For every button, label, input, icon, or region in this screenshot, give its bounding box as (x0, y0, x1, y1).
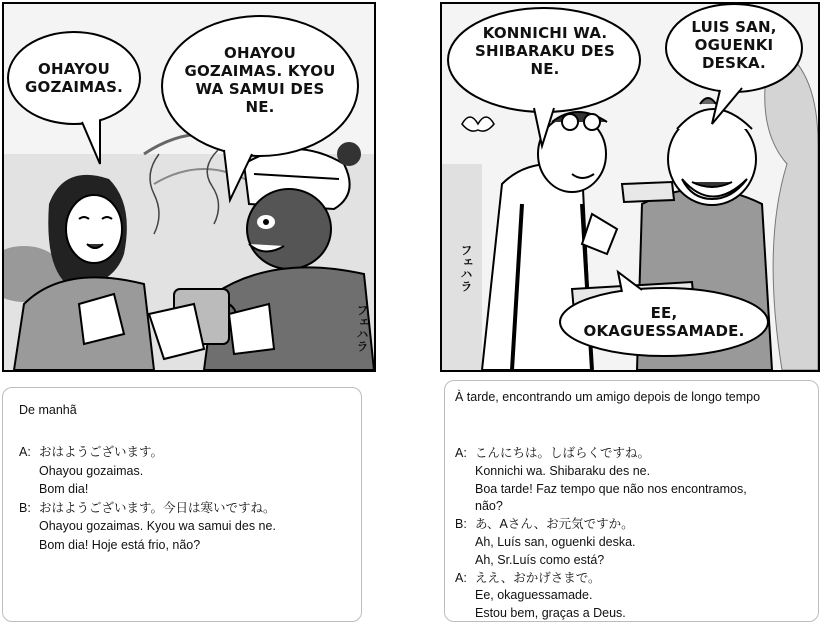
bubble-line: NE. (530, 60, 560, 78)
bubble-line: EE, (650, 304, 678, 322)
dialogue-card-afternoon (444, 380, 819, 622)
bubble-line: OHAYOU (38, 60, 110, 78)
card-title: À tarde, encontrando um amigo depois de longo tempo (455, 390, 761, 404)
bubble-line: OHAYOU (224, 44, 296, 62)
speaker-label: B: (455, 517, 467, 532)
bubble-line: KONNICHI WA. (482, 24, 608, 42)
dialogue-line: おはようございます。 (39, 445, 164, 459)
bubble-line: GOZAIMAS. (25, 78, 123, 96)
bubble-line: LUIS SAN, (691, 18, 777, 36)
speech-bubble-b (168, 44, 352, 116)
speaker-label: A: (455, 446, 467, 460)
bubble-line: SHIBARAKU DES (474, 42, 615, 60)
artist-signature: フェハラ (459, 244, 473, 292)
dialogue-line: おはようございます。今日は寒いですね。 (39, 500, 276, 515)
comic-panel-morning (2, 2, 376, 372)
artist-signature: フェハラ (355, 304, 369, 352)
speaker-label: B: (19, 500, 31, 515)
dialogue-line: Boa tarde! Faz tempo que não nos encontramos, (475, 481, 747, 496)
dialogue-line: Bom dia! Hoje está frio, não? (39, 537, 201, 552)
speaker-label: A: (19, 445, 31, 459)
bubble-line: OKAGUESSAMADE. (583, 322, 745, 340)
dialogue-line: こんにちは。しばらくですね。 (475, 446, 651, 460)
dialogue-line: Ohayou gozaimas. Kyou wa samui des ne. (39, 519, 276, 533)
dialogue-line: Ee, okaguessamade. (475, 588, 593, 603)
speech-bubble-a (18, 60, 130, 96)
card-title: De manhã (19, 403, 77, 417)
dialogue-line: ええ、おかげさまで。 (475, 570, 601, 585)
dialogue-line: あ、Aさん、お元気ですか。 (475, 517, 634, 532)
speech-bubble-c (456, 24, 634, 78)
bubble-line: WA SAMUI DES (195, 80, 325, 98)
speaker-label: A: (455, 570, 467, 585)
dialogue-line: Bom dia! (39, 482, 89, 496)
bubble-line: DESKA. (702, 54, 766, 72)
comic-panel-afternoon (440, 2, 820, 372)
dialogue-line: Konnichi wa. Shibaraku des ne. (475, 463, 651, 478)
speech-bubble-d (674, 18, 794, 72)
dialogue-line: Ah, Sr.Luís como está? (475, 552, 605, 567)
dialogue-line: Estou bem, graças a Deus. (475, 606, 626, 621)
bubble-line: OGUENKI (694, 36, 774, 54)
dialogue-line: Ah, Luís san, oguenki deska. (475, 535, 636, 549)
dialogue-card-morning (2, 387, 362, 622)
bubble-line: NE. (245, 98, 275, 116)
speech-bubble-e (562, 304, 766, 340)
dialogue-line: não? (475, 499, 503, 514)
bubble-line: GOZAIMAS. KYOU (184, 62, 336, 80)
dialogue-line: Ohayou gozaimas. (39, 463, 144, 478)
